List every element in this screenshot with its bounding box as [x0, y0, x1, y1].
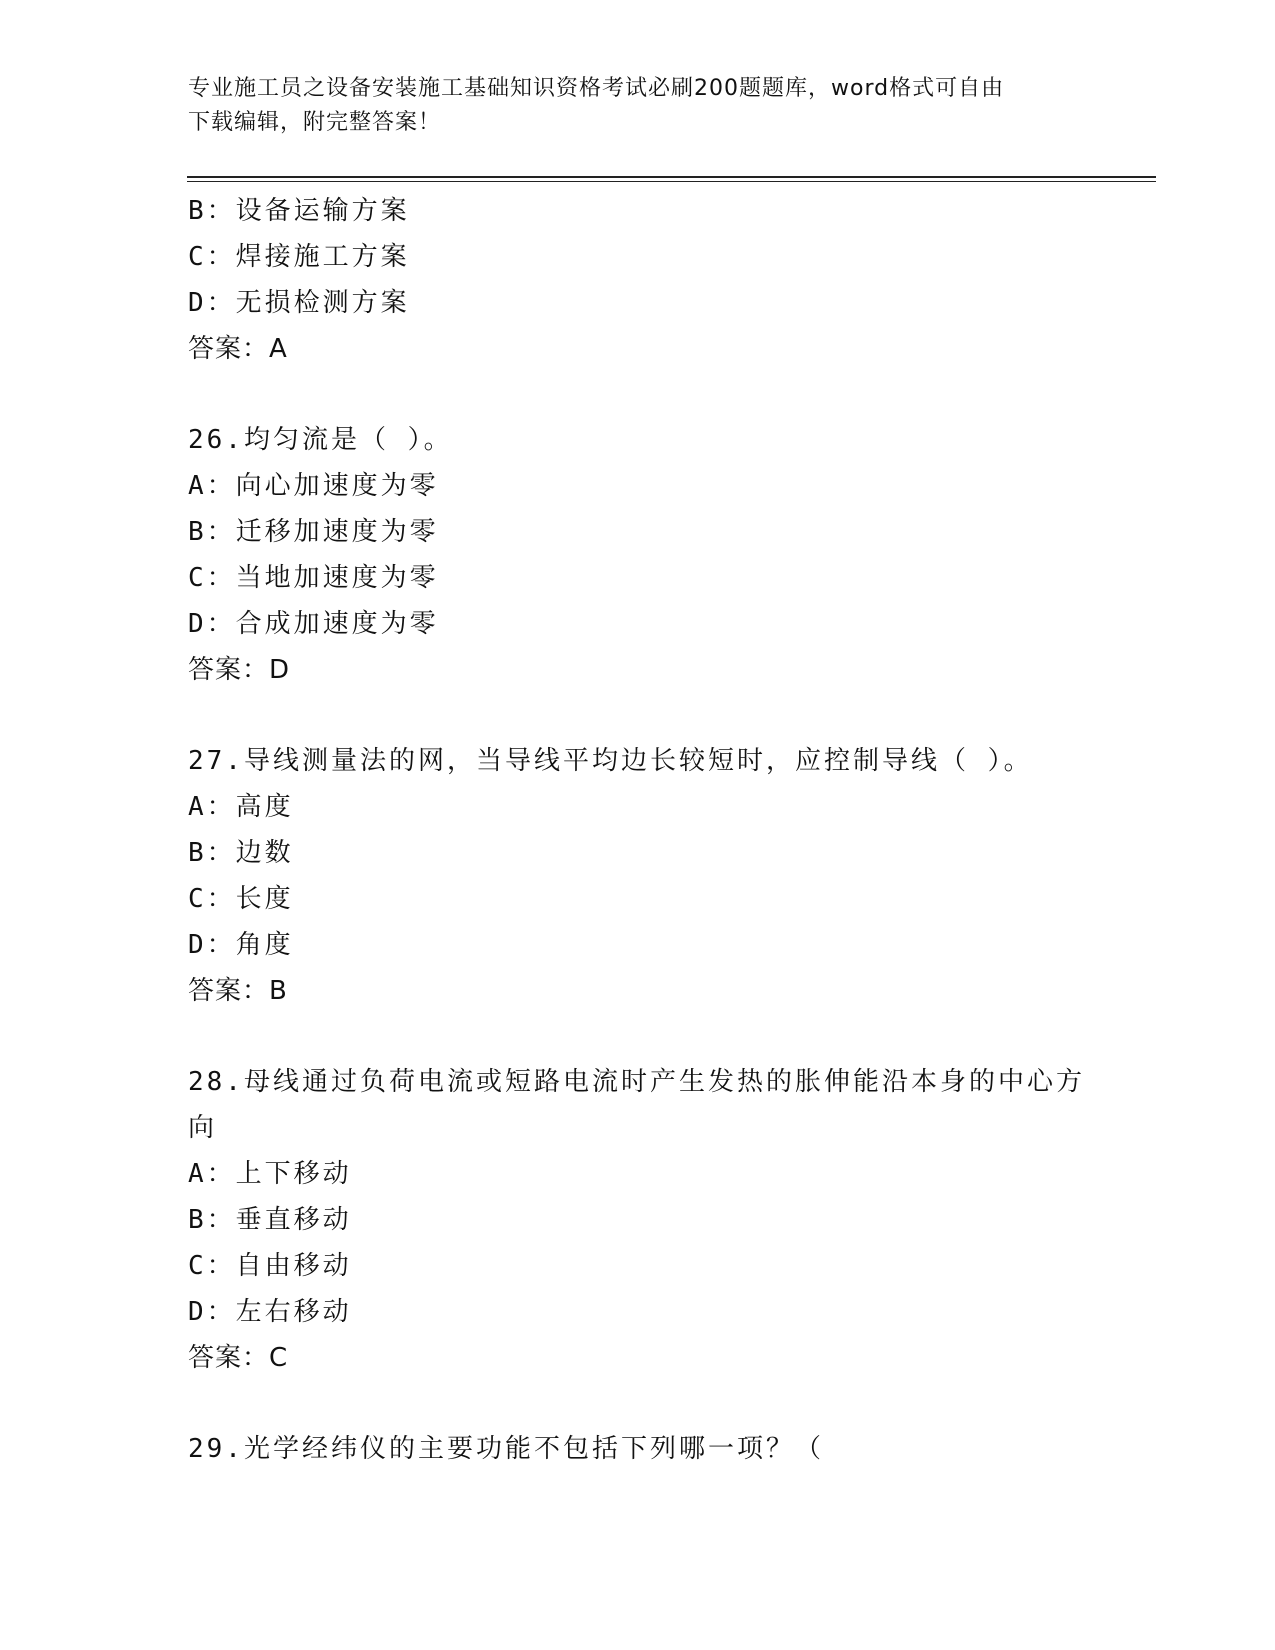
question-27 — [188, 738, 1088, 1014]
spacer — [188, 1014, 1088, 1059]
question-26 — [188, 417, 1088, 693]
question-list — [188, 188, 1088, 1472]
question-text: 27.导线测量法的网，当导线平均边长较短时，应控制导线（ ）。 — [188, 746, 1033, 776]
spacer — [188, 693, 1088, 738]
option-b: B：垂直移动 — [188, 1205, 352, 1235]
spacer — [188, 372, 1088, 417]
answer-text: 答案：D — [188, 655, 291, 685]
option-a: A：上下移动 — [188, 1159, 352, 1189]
question-text: 26.均匀流是（ ）。 — [188, 425, 453, 455]
answer-text: 答案：A — [188, 334, 288, 364]
header-divider-thick — [187, 176, 1156, 178]
question-28 — [188, 1059, 1088, 1381]
question-text-line-2: 向 — [188, 1113, 218, 1143]
option-b: B：设备运输方案 — [188, 196, 410, 226]
header-title-line-2: 下载编辑，附完整答案！ — [188, 110, 442, 135]
document-header — [188, 72, 1078, 140]
spacer — [188, 1381, 1088, 1426]
answer-text: 答案：B — [188, 976, 288, 1006]
question-text-line-1: 28.母线通过负荷电流或短路电流时产生发热的胀伸能沿本身的中心方 — [188, 1067, 1085, 1097]
header-title-line-1: 专业施工员之设备安装施工基础知识资格考试必刷200题题库，word格式可自由 — [188, 76, 1005, 101]
option-c: C：焊接施工方案 — [188, 242, 410, 272]
question-29 — [188, 1426, 1088, 1472]
option-b: B：边数 — [188, 838, 294, 868]
option-d: D：无损检测方案 — [188, 288, 410, 318]
option-b: B：迁移加速度为零 — [188, 517, 439, 547]
option-c: C：当地加速度为零 — [188, 563, 439, 593]
answer-text: 答案：C — [188, 1343, 289, 1373]
option-d: D：合成加速度为零 — [188, 609, 439, 639]
option-c: C：自由移动 — [188, 1251, 352, 1281]
option-c: C：长度 — [188, 884, 294, 914]
question-25-tail — [188, 188, 1088, 372]
option-d: D：角度 — [188, 930, 294, 960]
question-text: 29.光学经纬仪的主要功能不包括下列哪一项？（ — [188, 1434, 824, 1464]
option-a: A：向心加速度为零 — [188, 471, 439, 501]
option-a: A：高度 — [188, 792, 294, 822]
header-divider-thin — [187, 181, 1156, 182]
option-d: D：左右移动 — [188, 1297, 352, 1327]
